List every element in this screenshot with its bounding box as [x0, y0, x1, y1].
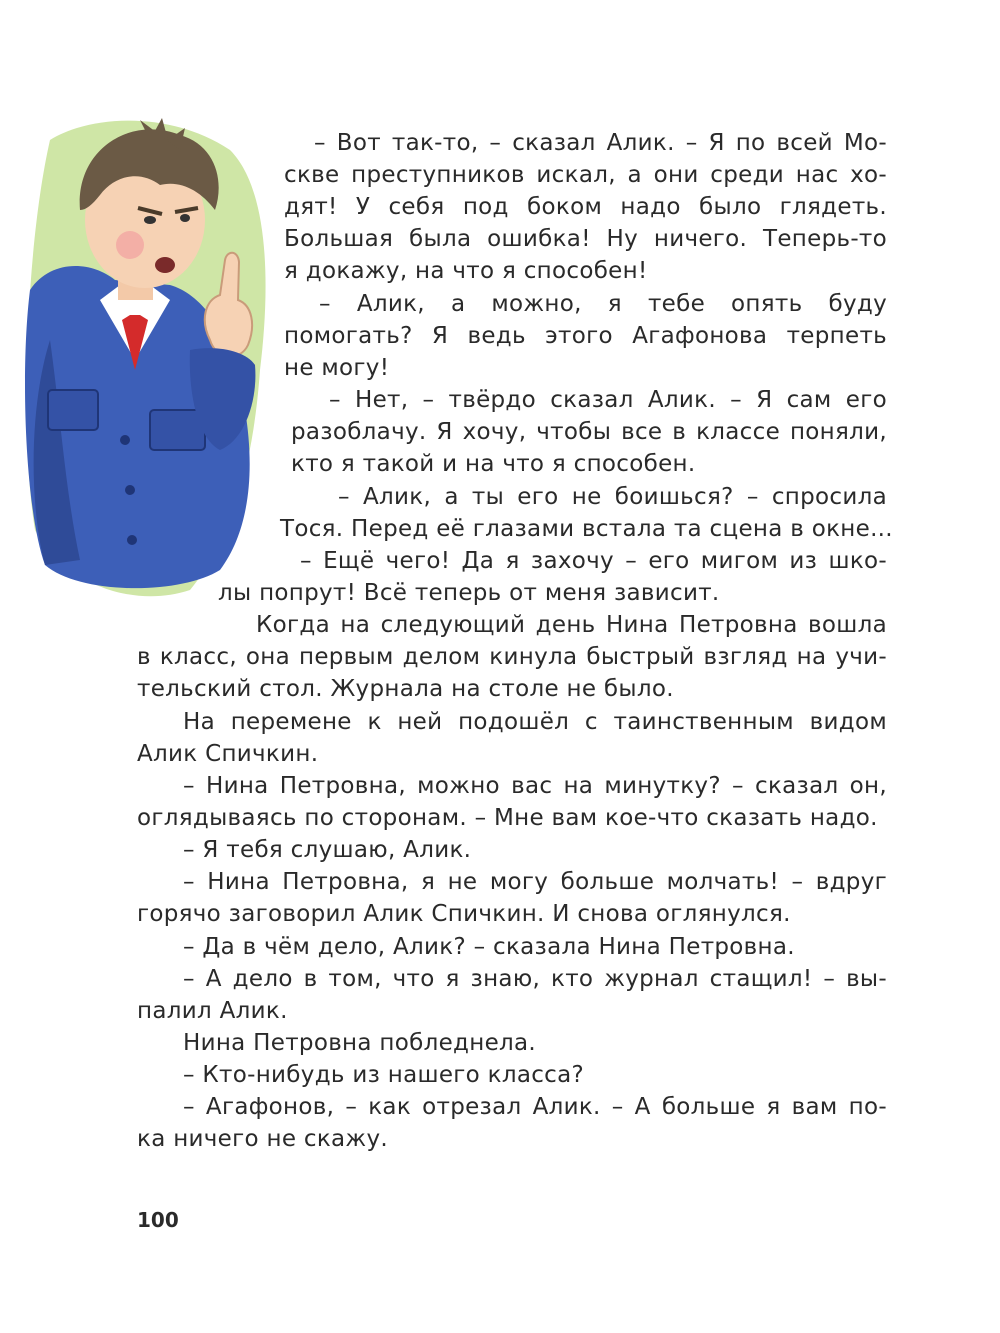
text-line: Алик Спичкин.: [137, 741, 319, 767]
boy-illustration: [20, 110, 270, 610]
text-line: скве преступников искал, а они среди нас хо-: [284, 162, 887, 188]
text-line: дят! У себя под боком надо было глядеть.: [284, 194, 887, 220]
page-number: 100: [137, 1208, 179, 1232]
text-line: – Ещё чего! Да я захочу – его мигом из шко-: [300, 548, 887, 574]
text-line: – Да в чём дело, Алик? – сказала Нина Петровна.: [183, 934, 795, 960]
text-line: лы попрут! Всё теперь от меня зависит.: [218, 580, 720, 606]
text-line: – Нина Петровна, я не могу больше молчать! – вдруг: [183, 869, 887, 895]
text-line: ка ничего не скажу.: [137, 1126, 388, 1152]
text-line: палил Алик.: [137, 998, 288, 1024]
text-line: я докажу, на что я способен!: [284, 258, 648, 284]
text-line: – Кто-нибудь из нашего класса?: [183, 1062, 585, 1088]
text-line: в класс, она первым делом кинула быстрый взгляд на учи-: [137, 644, 887, 670]
text-line: разоблачу. Я хочу, чтобы все в классе поняли,: [291, 419, 887, 445]
text-line: кто я такой и на что я способен.: [291, 451, 696, 477]
text-line: горячо заговорил Алик Спичкин. И снова оглянулся.: [137, 901, 791, 927]
text-line: – Алик, а ты его не боишься? – спросила: [338, 484, 887, 510]
text-line: – Вот так-то, – сказал Алик. – Я по всей Мо-: [314, 130, 887, 156]
text-line: – Нет, – твёрдо сказал Алик. – Я сам его: [329, 387, 887, 413]
text-line: Когда на следующий день Нина Петровна вошла: [256, 612, 887, 638]
text-line: тельский стол. Журнала на столе не было.: [137, 676, 674, 702]
text-line: – А дело в том, что я знаю, кто журнал стащил! – вы-: [183, 966, 887, 992]
text-line: – Агафонов, – как отрезал Алик. – А больше я вам по-: [183, 1094, 887, 1120]
text-line: – Алик, а можно, я тебе опять буду: [319, 291, 887, 317]
text-line: помогать? Я ведь этого Агафонова терпеть: [284, 323, 887, 349]
text-line: оглядываясь по сторонам. – Мне вам кое-что сказать надо.: [137, 805, 878, 831]
text-line: Нина Петровна побледнела.: [183, 1030, 537, 1056]
text-line: не могу!: [284, 355, 390, 381]
text-line: Большая была ошибка! Ну ничего. Теперь-то: [284, 226, 887, 252]
text-line: – Я тебя слушаю, Алик.: [183, 837, 472, 863]
text-line: На перемене к ней подошёл с таинственным видом: [183, 709, 887, 735]
text-line: Тося. Перед её глазами встала та сцена в окне...: [280, 516, 893, 542]
text-line: – Нина Петровна, можно вас на минутку? – сказал он,: [183, 773, 887, 799]
